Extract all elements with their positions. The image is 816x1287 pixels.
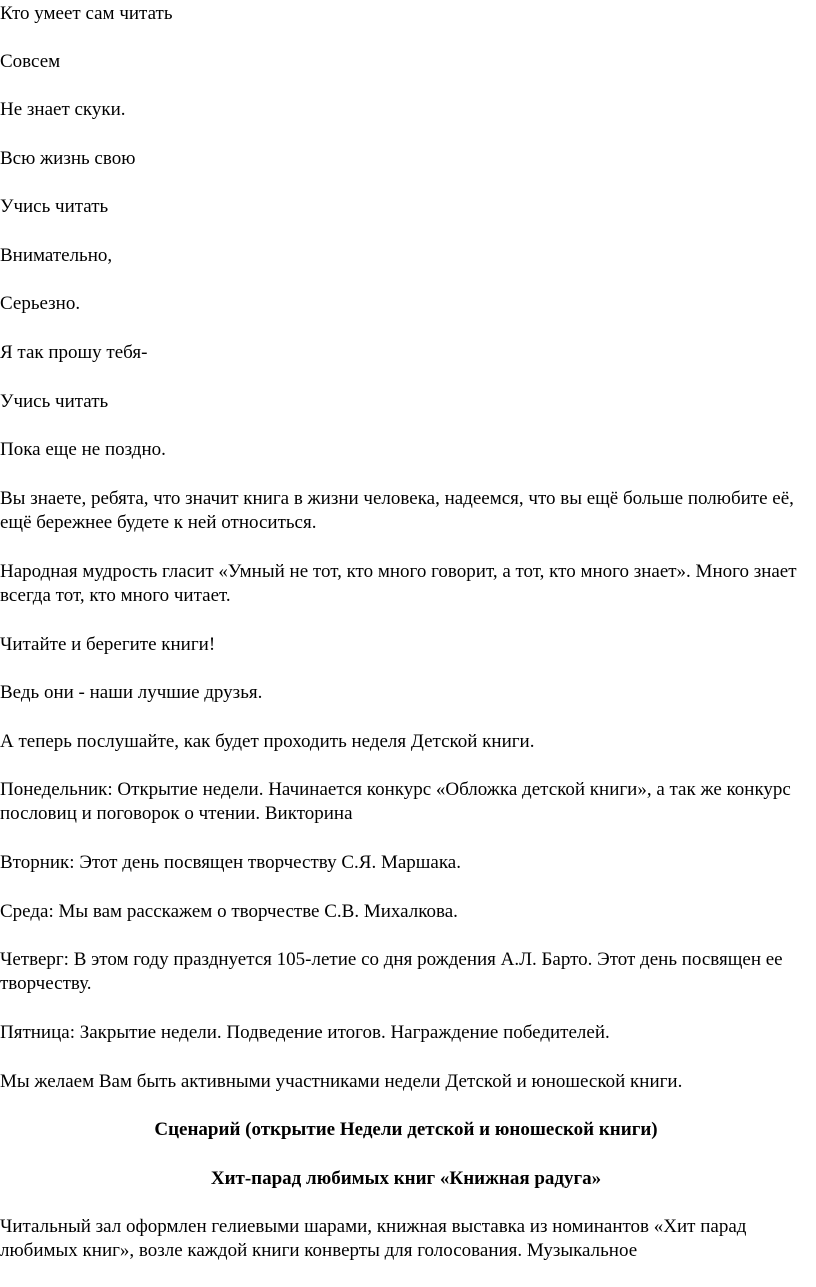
heading-hit-parade: Хит-парад любимых книг «Книжная радуга» [210,1168,602,1189]
poem-line-4: Всю жизнь свою [0,148,136,169]
poem-line-1: Кто умеет сам читать [0,3,173,24]
heading-scenario: Сценарий (открытие Недели детской и юношеской книги) [154,1119,658,1140]
paragraph-week-intro: А теперь послушайте, как будет проходить неделя Детской книги. [0,731,535,752]
paragraph-best-friends: Ведь они - наши лучшие друзья. [0,682,263,703]
poem-line-9: Учись читать [0,391,109,412]
poem-line-5: Учись читать [0,196,109,217]
poem-line-8: Я так прошу тебя- [0,342,148,363]
poem-line-3: Не знает скуки. [0,99,126,120]
paragraph-read-books: Читайте и берегите книги! [0,634,216,655]
poem-line-2: Совсем [0,51,61,72]
paragraph-tuesday: Вторник: Этот день посвящен творчеству С.Я. Маршака. [0,852,461,873]
paragraph-book-value: Вы знаете, ребята, что значит книга в жизни человека, надеемся, что вы ещё больше полюбите её, ещё бережнее будете к ней относиться. [0,488,794,533]
paragraph-monday: Понедельник: Открытие недели. Начинается конкурс «Обложка детской книги», а так же конкурс пословиц и поговорок о чтении. Викторина [0,779,791,824]
paragraph-thursday: Четверг: В этом году празднуется 105-летие со дня рождения А.Л. Барто. Этот день посвящен ее творчеству. [0,949,783,994]
poem-line-6: Внимательно, [0,245,113,266]
paragraph-wish: Мы желаем Вам быть активными участниками недели Детской и юношеской книги. [0,1071,683,1092]
paragraph-wednesday: Среда: Мы вам расскажем о творчестве С.В. Михалкова. [0,901,458,922]
poem-line-10: Пока еще не поздно. [0,439,166,460]
paragraph-reading-room: Читальный зал оформлен гелиевыми шарами, книжная выставка из номинантов «Хит парад любимых книг», возле каждой книги конверты для голосования. Музыкальное [0,1216,747,1261]
paragraph-friday: Пятница: Закрытие недели. Подведение итогов. Награждение победителей. [0,1022,610,1043]
poem-line-7: Серьезно. [0,293,81,314]
paragraph-folk-wisdom: Народная мудрость гласит «Умный не тот, кто много говорит, а тот, кто много знает». Много знает всегда тот, кто много читает. [0,561,797,606]
